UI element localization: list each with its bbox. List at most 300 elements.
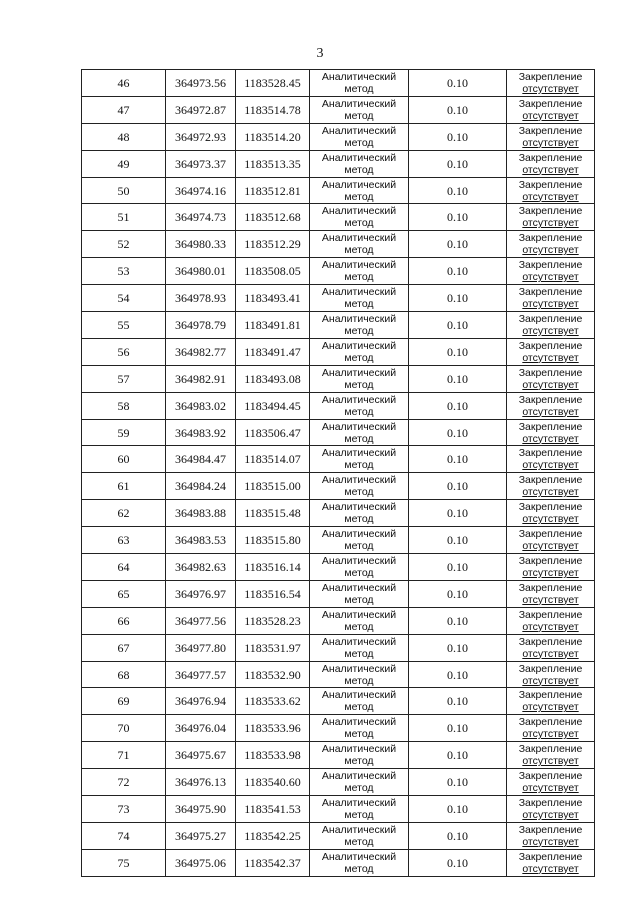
y-coordinate-cell: 1183533.62	[236, 688, 310, 715]
y-coordinate-cell: 1183528.23	[236, 607, 310, 634]
method-line-1: Аналитический	[321, 474, 397, 487]
point-number-cell: 55	[82, 312, 166, 339]
method-line-1: Аналитический	[321, 339, 397, 352]
x-coordinate-cell: 364978.93	[166, 285, 236, 312]
fixing-line-2: отсутствует	[522, 324, 579, 337]
accuracy-cell: 0.10	[409, 70, 507, 97]
accuracy-cell: 0.10	[409, 580, 507, 607]
method-line-1: Аналитический	[321, 689, 397, 702]
table-row	[82, 419, 595, 446]
y-coordinate-cell: 1183515.00	[236, 473, 310, 500]
accuracy-cell: 0.10	[409, 123, 507, 150]
fixing-cell	[507, 742, 595, 769]
method-cell	[310, 204, 409, 231]
y-coordinate-cell: 1183542.25	[236, 822, 310, 849]
method-line-1: Аналитический	[321, 581, 397, 594]
fixing-cell	[507, 473, 595, 500]
fixing-line-2: отсутствует	[522, 432, 579, 445]
y-coordinate-cell: 1183533.98	[236, 742, 310, 769]
fixing-line-1: Закрепление	[518, 716, 583, 729]
x-coordinate-cell: 364982.91	[166, 365, 236, 392]
fixing-line-2: отсутствует	[522, 109, 579, 122]
fixing-cell	[507, 285, 595, 312]
method-line-1: Аналитический	[321, 286, 397, 299]
method-line-2: метод	[344, 782, 374, 795]
accuracy-cell: 0.10	[409, 849, 507, 876]
fixing-line-2: отсутствует	[522, 701, 579, 714]
accuracy-cell: 0.10	[409, 634, 507, 661]
method-cell	[310, 769, 409, 796]
method-line-1: Аналитический	[321, 608, 397, 621]
fixing-line-1: Закрепление	[518, 796, 583, 809]
method-line-1: Аналитический	[321, 716, 397, 729]
y-coordinate-cell: 1183514.78	[236, 96, 310, 123]
x-coordinate-cell: 364976.13	[166, 769, 236, 796]
table-row	[82, 338, 595, 365]
point-number-cell: 49	[82, 150, 166, 177]
fixing-line-1: Закрепление	[518, 528, 583, 541]
table-row	[82, 822, 595, 849]
fixing-cell	[507, 231, 595, 258]
method-line-1: Аналитический	[321, 151, 397, 164]
fixing-line-2: отсутствует	[522, 755, 579, 768]
fixing-line-2: отсутствует	[522, 620, 579, 633]
accuracy-cell: 0.10	[409, 231, 507, 258]
fixing-line-2: отсутствует	[522, 593, 579, 606]
fixing-line-2: отсутствует	[522, 486, 579, 499]
x-coordinate-cell: 364978.79	[166, 312, 236, 339]
fixing-cell	[507, 419, 595, 446]
fixing-line-1: Закрепление	[518, 554, 583, 567]
y-coordinate-cell: 1183540.60	[236, 769, 310, 796]
table-row	[82, 392, 595, 419]
x-coordinate-cell: 364974.73	[166, 204, 236, 231]
method-line-2: метод	[344, 432, 374, 445]
fixing-cell	[507, 554, 595, 581]
fixing-line-2: отсутствует	[522, 566, 579, 579]
method-line-2: метод	[344, 190, 374, 203]
y-coordinate-cell: 1183493.41	[236, 285, 310, 312]
fixing-line-2: отсутствует	[522, 540, 579, 553]
x-coordinate-cell: 364984.47	[166, 446, 236, 473]
accuracy-cell: 0.10	[409, 607, 507, 634]
method-line-2: метод	[344, 271, 374, 284]
method-line-2: метод	[344, 728, 374, 741]
method-cell	[310, 473, 409, 500]
method-cell	[310, 392, 409, 419]
method-line-2: метод	[344, 351, 374, 364]
x-coordinate-cell: 364976.97	[166, 580, 236, 607]
table-row	[82, 312, 595, 339]
y-coordinate-cell: 1183532.90	[236, 661, 310, 688]
y-coordinate-cell: 1183531.97	[236, 634, 310, 661]
point-number-cell: 61	[82, 473, 166, 500]
table-row	[82, 365, 595, 392]
point-number-cell: 57	[82, 365, 166, 392]
fixing-cell	[507, 769, 595, 796]
x-coordinate-cell: 364973.37	[166, 150, 236, 177]
y-coordinate-cell: 1183542.37	[236, 849, 310, 876]
table-row	[82, 769, 595, 796]
method-line-2: метод	[344, 82, 374, 95]
x-coordinate-cell: 364975.90	[166, 796, 236, 823]
method-line-2: метод	[344, 163, 374, 176]
fixing-line-1: Закрепление	[518, 232, 583, 245]
accuracy-cell: 0.10	[409, 527, 507, 554]
method-cell	[310, 580, 409, 607]
method-cell	[310, 715, 409, 742]
point-number-cell: 50	[82, 177, 166, 204]
fixing-line-2: отсутствует	[522, 351, 579, 364]
x-coordinate-cell: 364976.04	[166, 715, 236, 742]
coordinates-table-body	[82, 70, 595, 877]
fixing-cell	[507, 661, 595, 688]
y-coordinate-cell: 1183493.08	[236, 365, 310, 392]
fixing-line-2: отсутствует	[522, 782, 579, 795]
method-line-2: метод	[344, 217, 374, 230]
point-number-cell: 56	[82, 338, 166, 365]
method-line-2: метод	[344, 862, 374, 875]
page-number: 3	[316, 46, 324, 61]
fixing-line-1: Закрепление	[518, 151, 583, 164]
fixing-cell	[507, 312, 595, 339]
fixing-line-2: отсутствует	[522, 405, 579, 418]
accuracy-cell: 0.10	[409, 150, 507, 177]
table-row	[82, 688, 595, 715]
accuracy-cell: 0.10	[409, 204, 507, 231]
method-line-2: метод	[344, 513, 374, 526]
method-line-2: метод	[344, 298, 374, 311]
fixing-line-2: отсутствует	[522, 728, 579, 741]
fixing-line-1: Закрепление	[518, 474, 583, 487]
fixing-line-2: отсутствует	[522, 298, 579, 311]
y-coordinate-cell: 1183541.53	[236, 796, 310, 823]
accuracy-cell: 0.10	[409, 742, 507, 769]
x-coordinate-cell: 364983.02	[166, 392, 236, 419]
method-cell	[310, 123, 409, 150]
table-row	[82, 742, 595, 769]
x-coordinate-cell: 364983.92	[166, 419, 236, 446]
x-coordinate-cell: 364980.01	[166, 258, 236, 285]
fixing-line-1: Закрепление	[518, 312, 583, 325]
point-number-cell: 53	[82, 258, 166, 285]
x-coordinate-cell: 364984.24	[166, 473, 236, 500]
fixing-cell	[507, 204, 595, 231]
method-line-2: метод	[344, 244, 374, 257]
method-line-1: Аналитический	[321, 70, 397, 83]
method-line-2: метод	[344, 593, 374, 606]
y-coordinate-cell: 1183516.14	[236, 554, 310, 581]
y-coordinate-cell: 1183508.05	[236, 258, 310, 285]
method-line-2: метод	[344, 647, 374, 660]
method-cell	[310, 849, 409, 876]
fixing-line-1: Закрепление	[518, 259, 583, 272]
table-row	[82, 204, 595, 231]
method-line-2: метод	[344, 486, 374, 499]
x-coordinate-cell: 364975.27	[166, 822, 236, 849]
x-coordinate-cell: 364977.56	[166, 607, 236, 634]
fixing-line-1: Закрепление	[518, 205, 583, 218]
fixing-cell	[507, 96, 595, 123]
method-cell	[310, 150, 409, 177]
point-number-cell: 63	[82, 527, 166, 554]
fixing-cell	[507, 123, 595, 150]
table-row	[82, 500, 595, 527]
fixing-line-1: Закрепление	[518, 608, 583, 621]
y-coordinate-cell: 1183494.45	[236, 392, 310, 419]
method-line-1: Аналитический	[321, 850, 397, 863]
method-cell	[310, 688, 409, 715]
point-number-cell: 60	[82, 446, 166, 473]
fixing-line-1: Закрепление	[518, 393, 583, 406]
y-coordinate-cell: 1183515.80	[236, 527, 310, 554]
accuracy-cell: 0.10	[409, 285, 507, 312]
point-number-cell: 69	[82, 688, 166, 715]
method-line-1: Аналитический	[321, 501, 397, 514]
table-row	[82, 661, 595, 688]
fixing-line-1: Закрепление	[518, 501, 583, 514]
table-row	[82, 607, 595, 634]
method-line-2: метод	[344, 835, 374, 848]
accuracy-cell: 0.10	[409, 473, 507, 500]
x-coordinate-cell: 364972.93	[166, 123, 236, 150]
method-line-1: Аналитический	[321, 662, 397, 675]
method-line-2: метод	[344, 405, 374, 418]
y-coordinate-cell: 1183516.54	[236, 580, 310, 607]
fixing-cell	[507, 150, 595, 177]
accuracy-cell: 0.10	[409, 312, 507, 339]
method-line-2: метод	[344, 540, 374, 553]
point-number-cell: 73	[82, 796, 166, 823]
fixing-line-2: отсутствует	[522, 82, 579, 95]
fixing-cell	[507, 338, 595, 365]
method-cell	[310, 661, 409, 688]
method-line-1: Аналитический	[321, 393, 397, 406]
point-number-cell: 71	[82, 742, 166, 769]
method-line-1: Аналитический	[321, 366, 397, 379]
method-line-1: Аналитический	[321, 124, 397, 137]
fixing-cell	[507, 446, 595, 473]
x-coordinate-cell: 364982.77	[166, 338, 236, 365]
point-number-cell: 58	[82, 392, 166, 419]
fixing-line-1: Закрепление	[518, 823, 583, 836]
y-coordinate-cell: 1183513.35	[236, 150, 310, 177]
fixing-line-1: Закрепление	[518, 662, 583, 675]
accuracy-cell: 0.10	[409, 500, 507, 527]
accuracy-cell: 0.10	[409, 177, 507, 204]
x-coordinate-cell: 364983.53	[166, 527, 236, 554]
accuracy-cell: 0.10	[409, 769, 507, 796]
table-row	[82, 285, 595, 312]
fixing-line-2: отсутствует	[522, 459, 579, 472]
fixing-line-1: Закрепление	[518, 770, 583, 783]
method-line-1: Аналитический	[321, 97, 397, 110]
method-line-2: метод	[344, 109, 374, 122]
fixing-line-2: отсутствует	[522, 190, 579, 203]
fixing-line-1: Закрепление	[518, 124, 583, 137]
fixing-line-2: отсутствует	[522, 244, 579, 257]
method-cell	[310, 70, 409, 97]
x-coordinate-cell: 364972.87	[166, 96, 236, 123]
table-row	[82, 580, 595, 607]
method-cell	[310, 554, 409, 581]
method-cell	[310, 258, 409, 285]
table-row	[82, 446, 595, 473]
y-coordinate-cell: 1183533.96	[236, 715, 310, 742]
method-cell	[310, 285, 409, 312]
fixing-line-2: отсутствует	[522, 378, 579, 391]
fixing-cell	[507, 580, 595, 607]
accuracy-cell: 0.10	[409, 392, 507, 419]
method-cell	[310, 527, 409, 554]
method-cell	[310, 634, 409, 661]
fixing-line-1: Закрепление	[518, 286, 583, 299]
fixing-line-1: Закрепление	[518, 743, 583, 756]
x-coordinate-cell: 364975.67	[166, 742, 236, 769]
accuracy-cell: 0.10	[409, 365, 507, 392]
method-cell	[310, 96, 409, 123]
fixing-line-1: Закрепление	[518, 339, 583, 352]
point-number-cell: 68	[82, 661, 166, 688]
fixing-line-2: отсутствует	[522, 136, 579, 149]
fixing-line-2: отсутствует	[522, 808, 579, 821]
fixing-line-2: отсутствует	[522, 835, 579, 848]
point-number-cell: 75	[82, 849, 166, 876]
y-coordinate-cell: 1183514.20	[236, 123, 310, 150]
method-line-1: Аналитический	[321, 232, 397, 245]
method-cell	[310, 231, 409, 258]
table-row	[82, 231, 595, 258]
table-row	[82, 527, 595, 554]
method-line-2: метод	[344, 755, 374, 768]
method-line-1: Аналитический	[321, 420, 397, 433]
fixing-cell	[507, 822, 595, 849]
table-row	[82, 96, 595, 123]
point-number-cell: 65	[82, 580, 166, 607]
x-coordinate-cell: 364974.16	[166, 177, 236, 204]
method-line-1: Аналитический	[321, 635, 397, 648]
fixing-cell	[507, 715, 595, 742]
method-cell	[310, 822, 409, 849]
point-number-cell: 62	[82, 500, 166, 527]
fixing-cell	[507, 177, 595, 204]
method-cell	[310, 312, 409, 339]
fixing-cell	[507, 392, 595, 419]
fixing-line-1: Закрепление	[518, 97, 583, 110]
fixing-cell	[507, 688, 595, 715]
point-number-cell: 51	[82, 204, 166, 231]
method-cell	[310, 742, 409, 769]
method-line-1: Аналитический	[321, 528, 397, 541]
accuracy-cell: 0.10	[409, 822, 507, 849]
point-number-cell: 64	[82, 554, 166, 581]
x-coordinate-cell: 364983.88	[166, 500, 236, 527]
method-line-1: Аналитический	[321, 743, 397, 756]
method-line-2: метод	[344, 808, 374, 821]
accuracy-cell: 0.10	[409, 258, 507, 285]
method-line-2: метод	[344, 378, 374, 391]
accuracy-cell: 0.10	[409, 446, 507, 473]
point-number-cell: 52	[82, 231, 166, 258]
table-row	[82, 473, 595, 500]
point-number-cell: 72	[82, 769, 166, 796]
table-row	[82, 258, 595, 285]
y-coordinate-cell: 1183515.48	[236, 500, 310, 527]
accuracy-cell: 0.10	[409, 688, 507, 715]
method-line-1: Аналитический	[321, 312, 397, 325]
x-coordinate-cell: 364973.56	[166, 70, 236, 97]
fixing-line-1: Закрепление	[518, 689, 583, 702]
y-coordinate-cell: 1183512.81	[236, 177, 310, 204]
method-line-2: метод	[344, 701, 374, 714]
method-line-2: метод	[344, 566, 374, 579]
table-row	[82, 634, 595, 661]
coordinates-table	[81, 69, 595, 877]
fixing-line-2: отсутствует	[522, 647, 579, 660]
method-line-1: Аналитический	[321, 178, 397, 191]
method-cell	[310, 177, 409, 204]
table-row	[82, 123, 595, 150]
method-line-1: Аналитический	[321, 770, 397, 783]
point-number-cell: 47	[82, 96, 166, 123]
method-line-1: Аналитический	[321, 259, 397, 272]
accuracy-cell: 0.10	[409, 715, 507, 742]
accuracy-cell: 0.10	[409, 796, 507, 823]
table-row	[82, 177, 595, 204]
fixing-line-2: отсутствует	[522, 271, 579, 284]
point-number-cell: 74	[82, 822, 166, 849]
y-coordinate-cell: 1183506.47	[236, 419, 310, 446]
table-row	[82, 70, 595, 97]
fixing-line-2: отсутствует	[522, 513, 579, 526]
method-line-2: метод	[344, 136, 374, 149]
point-number-cell: 67	[82, 634, 166, 661]
x-coordinate-cell: 364977.80	[166, 634, 236, 661]
point-number-cell: 46	[82, 70, 166, 97]
accuracy-cell: 0.10	[409, 661, 507, 688]
point-number-cell: 59	[82, 419, 166, 446]
fixing-cell	[507, 796, 595, 823]
accuracy-cell: 0.10	[409, 338, 507, 365]
fixing-cell	[507, 527, 595, 554]
fixing-cell	[507, 607, 595, 634]
y-coordinate-cell: 1183514.07	[236, 446, 310, 473]
x-coordinate-cell: 364982.63	[166, 554, 236, 581]
method-line-1: Аналитический	[321, 554, 397, 567]
method-cell	[310, 338, 409, 365]
method-line-2: метод	[344, 620, 374, 633]
fixing-line-1: Закрепление	[518, 178, 583, 191]
fixing-cell	[507, 365, 595, 392]
y-coordinate-cell: 1183528.45	[236, 70, 310, 97]
fixing-cell	[507, 70, 595, 97]
method-line-1: Аналитический	[321, 447, 397, 460]
method-line-1: Аналитический	[321, 205, 397, 218]
fixing-line-2: отсутствует	[522, 163, 579, 176]
fixing-line-2: отсутствует	[522, 862, 579, 875]
fixing-line-1: Закрепление	[518, 635, 583, 648]
method-cell	[310, 419, 409, 446]
fixing-cell	[507, 634, 595, 661]
y-coordinate-cell: 1183491.81	[236, 312, 310, 339]
method-cell	[310, 607, 409, 634]
method-line-2: метод	[344, 324, 374, 337]
point-number-cell: 66	[82, 607, 166, 634]
fixing-line-1: Закрепление	[518, 420, 583, 433]
y-coordinate-cell: 1183512.68	[236, 204, 310, 231]
method-cell	[310, 500, 409, 527]
method-line-2: метод	[344, 674, 374, 687]
